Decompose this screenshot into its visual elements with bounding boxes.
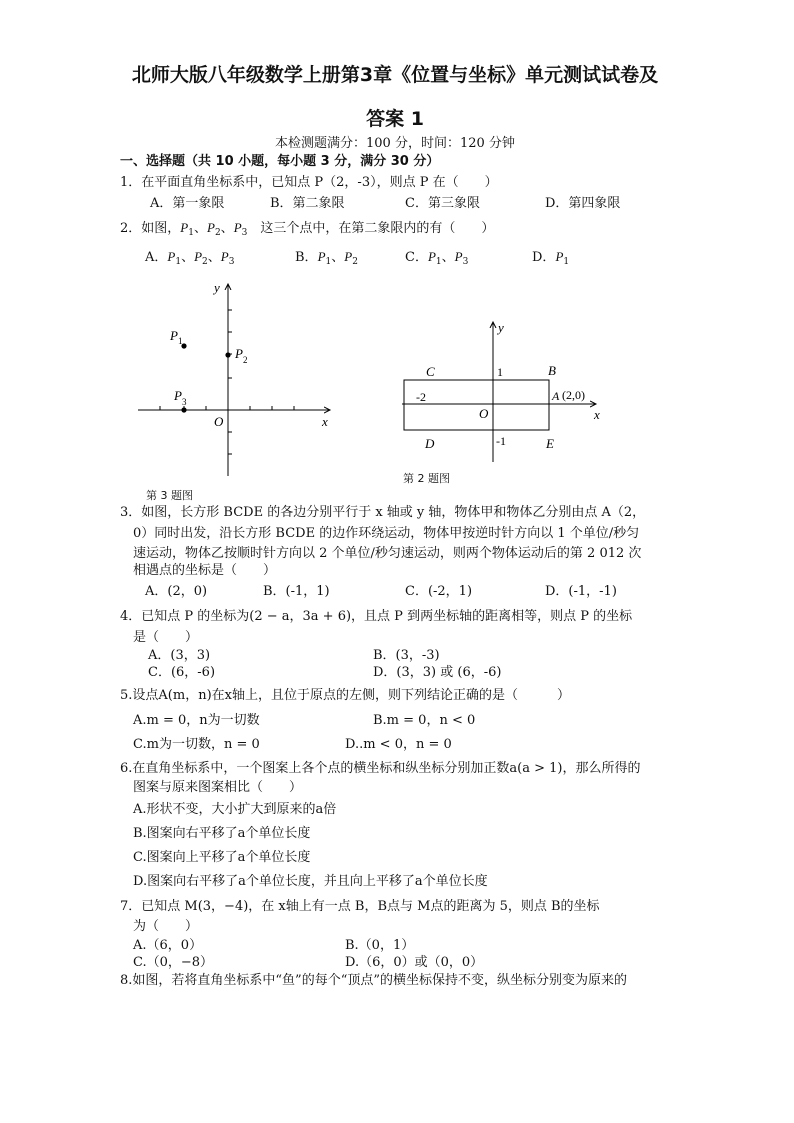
fig3-y-label: y [214, 280, 220, 295]
q3-line3: 速运动，物体乙按顺时针方向以 2 个单位/秒匀速运动，则两个物体运动后的第 2 012 次 [133, 546, 642, 561]
fig2-x-label: x [594, 407, 600, 422]
svg-text:2: 2 [243, 355, 248, 365]
document-title-line2: 答案 1 [366, 108, 424, 130]
fig2-y-label: y [498, 320, 504, 335]
q1-option-a: A．第一象限 [150, 196, 225, 211]
fig2-origin-label: O [479, 406, 489, 421]
q6-option-c: C.图案向上平移了a个单位长度 [133, 850, 311, 865]
q4-line2: 是（ ） [133, 630, 199, 645]
fig2-label-b: B [548, 363, 556, 378]
svg-text:3: 3 [182, 397, 187, 407]
q2-option-a: A．$P_1$、$P_2$、$P_3$ [145, 249, 235, 267]
fig3-point-p3 [181, 407, 186, 412]
fig3-label-p2: P [235, 346, 243, 361]
fig2-tick-1: 1 [497, 365, 503, 379]
q4-option-b: B．(3，-3) [373, 648, 440, 663]
q6-option-a: A.形状不变，大小扩大到原来的a倍 [133, 802, 337, 817]
section-heading: 一、选择题（共 10 小题，每小题 3 分，满分 30 分） [120, 154, 440, 169]
fig2-label-a: A [552, 389, 560, 403]
q7-option-a: A.（6，0） [133, 938, 203, 953]
q4-option-d: D．(3，3) 或 (6，-6) [373, 665, 502, 680]
fig2-a-coordinate: (2,0) [562, 388, 585, 402]
q5-option-b: B.m = 0，n < 0 [373, 713, 476, 728]
q7-option-c: C.（0，−8） [133, 955, 214, 970]
q8-line1: 8.如图，若将直角坐标系中“鱼”的每个“顶点”的横坐标保持不变，纵坐标分别变为原来的 [120, 973, 627, 988]
q2-stem: 2．如图，$P_1$、$P_2$、$P_3$ 这三个点中，在第二象限内的有（ ） [120, 220, 495, 238]
fig3-origin-label: O [214, 414, 224, 429]
fig2-caption: 第 2 题图 [403, 472, 450, 485]
q6-option-b: B.图案向右平移了a个单位长度 [133, 826, 311, 841]
figure-q3 [130, 278, 340, 483]
q5-option-c: C.m为一切数，n = 0 [133, 737, 260, 752]
q1-option-c: C．第三象限 [405, 196, 480, 211]
q3-line4: 相遇点的坐标是（ ） [133, 563, 277, 578]
q5-option-d: D..m < 0，n = 0 [345, 737, 452, 752]
fig3-caption: 第 3 题图 [146, 489, 193, 502]
q4-option-a: A．(3，3) [148, 648, 211, 663]
fig2-tick-neg1: -1 [496, 434, 506, 448]
q7-line1: 7．已知点 M(3，−4)，在 x轴上有一点 B，B点与 M点的距离为 5，则点 B的坐标 [120, 899, 600, 914]
q7-line2: 为（ ） [133, 919, 199, 934]
fig3-x-label: x [322, 414, 328, 429]
document-title-line1: 北师大版八年级数学上册第3章《位置与坐标》单元测试试卷及 [131, 64, 659, 86]
q5-stem: 5.设点A(m，n)在x轴上，且位于原点的左侧，则下列结论正确的是（ ） [120, 688, 570, 703]
subtitle: 本检测题满分：100 分，时间：120 分钟 [275, 136, 515, 151]
fig2-label-d: D [425, 436, 435, 451]
fig2-label-c: C [426, 364, 435, 379]
fig2-rectangle-bcde [404, 380, 549, 430]
q6-line2: 图案与原来图案相比（ ） [133, 780, 303, 795]
q7-option-d: D.（6，0）或（0，0） [345, 955, 484, 970]
q1-stem: 1．在平面直角坐标系中，已知点 P（2，-3），则点 P 在（ ） [120, 175, 498, 190]
q3-line1: 3．如图，长方形 BCDE 的各边分别平行于 x 轴或 y 轴，物体甲和物体乙分别由点 A（2， [120, 505, 646, 520]
q2-stem-pre: 2．如图， [120, 221, 181, 236]
q4-line1: 4．已知点 P 的坐标为(2 − a，3a + 6)，且点 P 到两坐标轴的距离相等，则点 P 的坐标 [120, 609, 633, 624]
q5-option-a: A.m = 0，n为一切数 [133, 713, 260, 728]
fig3-point-p2 [225, 352, 230, 357]
q4-option-c: C．(6，-6) [148, 665, 216, 680]
q2-option-b: B．$P_1$、$P_2$ [295, 249, 358, 267]
fig2-tick-neg2: -2 [416, 390, 426, 404]
q1-option-d: D．第四象限 [545, 196, 621, 211]
q1-option-b: B．第二象限 [270, 196, 345, 211]
figure-q2 [398, 318, 608, 466]
q3-option-b: B．(-1，1) [263, 584, 330, 599]
q2-stem-post: 这三个点中，在第二象限内的有（ ） [260, 221, 495, 236]
fig2-label-e: E [546, 436, 554, 451]
q2-option-d: D．$P_1$ [532, 249, 570, 267]
svg-text:1: 1 [178, 336, 183, 346]
q6-option-d: D.图案向右平移了a个单位长度，并且向上平移了a个单位长度 [133, 874, 488, 889]
q6-line1: 6.在直角坐标系中，一个图案上各个点的横坐标和纵坐标分别加正数a(a > 1)，那么所得的 [120, 761, 641, 776]
fig3-label-p3: P [174, 388, 182, 403]
q3-line2: 0）同时出发，沿长方形 BCDE 的边作环绕运动，物体甲按逆时针方向以 1 个单位/秒匀 [133, 526, 640, 541]
q2-option-c: C．$P_1$、$P_3$ [405, 249, 469, 267]
q3-option-d: D．(-1，-1) [545, 584, 617, 599]
q7-option-b: B.（0，1） [345, 938, 415, 953]
q3-option-c: C．(-2，1) [405, 584, 473, 599]
fig3-label-p1: P [170, 328, 178, 343]
q3-option-a: A．(2，0) [145, 584, 208, 599]
